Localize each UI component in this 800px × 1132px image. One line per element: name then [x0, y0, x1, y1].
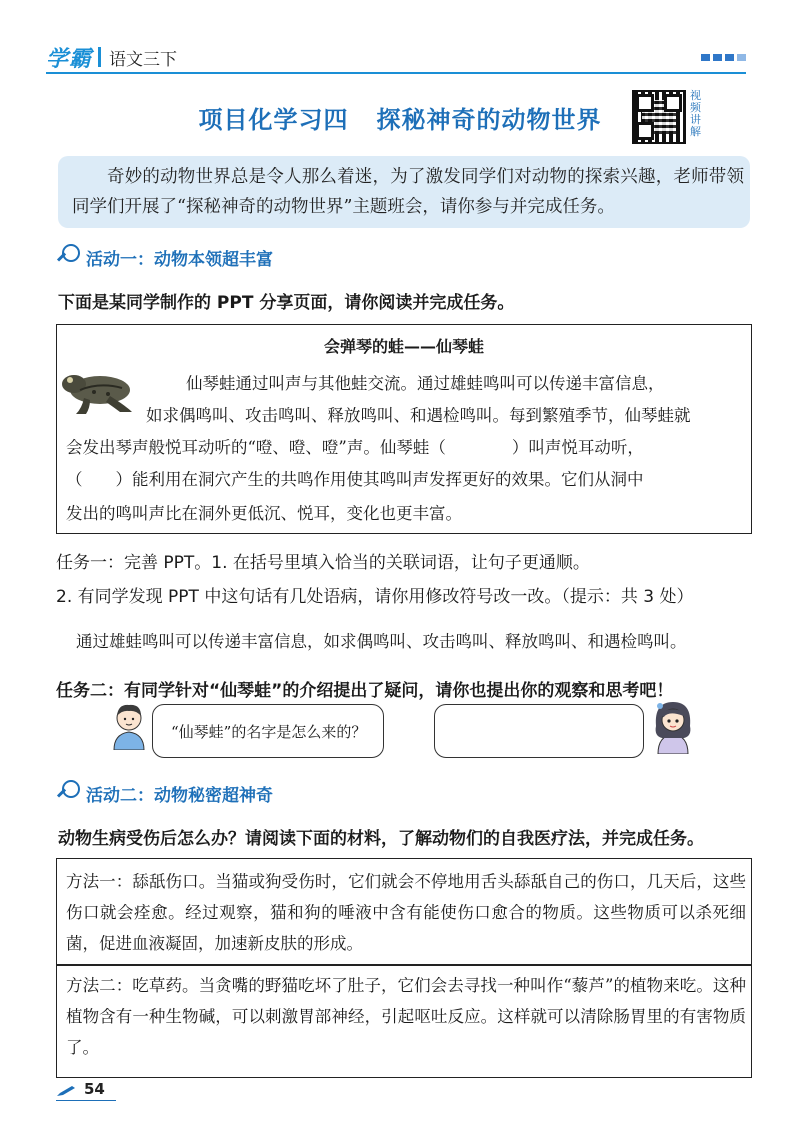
intro-text: 奇妙的动物世界总是令人那么着迷，为了激发同学们对动物的探索兴趣，老师带领同学们开展了“探秘神奇的动物世界”主题班会，请你参与并完成任务。 [72, 167, 744, 217]
activity2-instruction: 动物生病受伤后怎么办？请阅读下面的材料，了解动物们的自我医疗法，并完成任务。 [58, 829, 704, 849]
page-number: 54 [84, 1080, 105, 1098]
activity2-label: 活动二：动物秘密超神奇 [86, 785, 273, 806]
ppt-line: 会发出琴声般悦耳动听的“噔、噔、噔”声。仙琴蛙（ ）叫声悦耳动听， [66, 438, 644, 457]
ppt-title: 会弹琴的蛙——仙琴蛙 [323, 337, 484, 356]
ppt-line: 如求偶鸣叫、攻击鸣叫、释放鸣叫、和遇检鸣叫。每到繁殖季节，仙琴蛙就 [146, 406, 691, 425]
method1-text: 方法一：舔舐伤口。当猫或狗受伤时，它们就会不停地用舌头舔舐自己的伤口，几天后，这些伤口就会痊愈。经过观察，猫和狗的唾液中含有能使伤口愈合的物质。这些物质可以杀死细菌，促进血液凝固，加速新皮肤的形成。 [66, 872, 746, 953]
ppt-line: （ ）能利用在洞穴产生的共鸣作用使其鸣叫声发挥更好的效果。它们从洞中 [66, 470, 644, 489]
header-decoration [701, 54, 746, 61]
question-bubble: “仙琴蛙”的名字是怎么来的？ [152, 704, 384, 758]
activity2-header [56, 780, 273, 806]
task1-text: 任务一：完善 PPT。1. 在括号里填入恰当的关联词语，让句子更通顺。 [56, 553, 590, 573]
task2-text: 任务二：有同学针对“仙琴蛙”的介绍提出了疑问，请你也提出你的观察和思考吧！ [56, 681, 674, 701]
ppt-line: 发出的鸣叫声比在洞外更低沉、悦耳，变化也更丰富。 [66, 504, 462, 523]
brand-header [46, 42, 177, 72]
magnifier-icon [56, 244, 82, 270]
frog-image [60, 362, 136, 418]
title-topic: 探秘神奇的动物世界 [376, 106, 602, 134]
pencil-icon [56, 1085, 76, 1097]
task1-part2-text: 2. 有同学发现 PPT 中这句话有几处语病，请你用修改符号改一改。（提示：共 3 处） [56, 587, 694, 607]
ppt-line: 仙琴蛙通过叫声与其他蛙交流。通过雄蛙鸣叫可以传递丰富信息， [186, 374, 665, 393]
activity1-instruction: 下面是某同学制作的 PPT 分享页面，请你阅读并完成任务。 [58, 293, 515, 313]
header-rule [46, 72, 746, 74]
magnifier-icon [56, 780, 82, 806]
boy-avatar [108, 700, 150, 750]
footer-rule [56, 1100, 116, 1101]
activity1-label: 活动一：动物本领超丰富 [86, 249, 273, 270]
table-divider [56, 964, 752, 966]
qr-label: 视频讲解 [690, 89, 701, 138]
girl-avatar [650, 696, 696, 754]
qr-code-icon[interactable] [632, 90, 686, 144]
book-subtitle: 语文三下 [109, 49, 178, 70]
brand-separator [98, 47, 101, 67]
brand-logo: 学霸 [46, 46, 93, 72]
method2-text: 方法二：吃草药。当贪嘴的野猫吃坏了肚子，它们会去寻找一种叫作“藜芦”的植物来吃。这种植物含有一种生物碱，可以刺激胃部神经，引起呕吐反应。这样就可以清除肠胃里的有害物质了。 [66, 976, 746, 1057]
sentence-to-correct: 通过雄蛙鸣叫可以传递丰富信息，如求偶鸣叫、攻击鸣叫、释放鸣叫、和遇检鸣叫。 [76, 632, 687, 651]
answer-bubble[interactable] [434, 704, 644, 758]
activity1-header [56, 244, 273, 270]
title-project: 项目化学习四 [198, 106, 349, 134]
